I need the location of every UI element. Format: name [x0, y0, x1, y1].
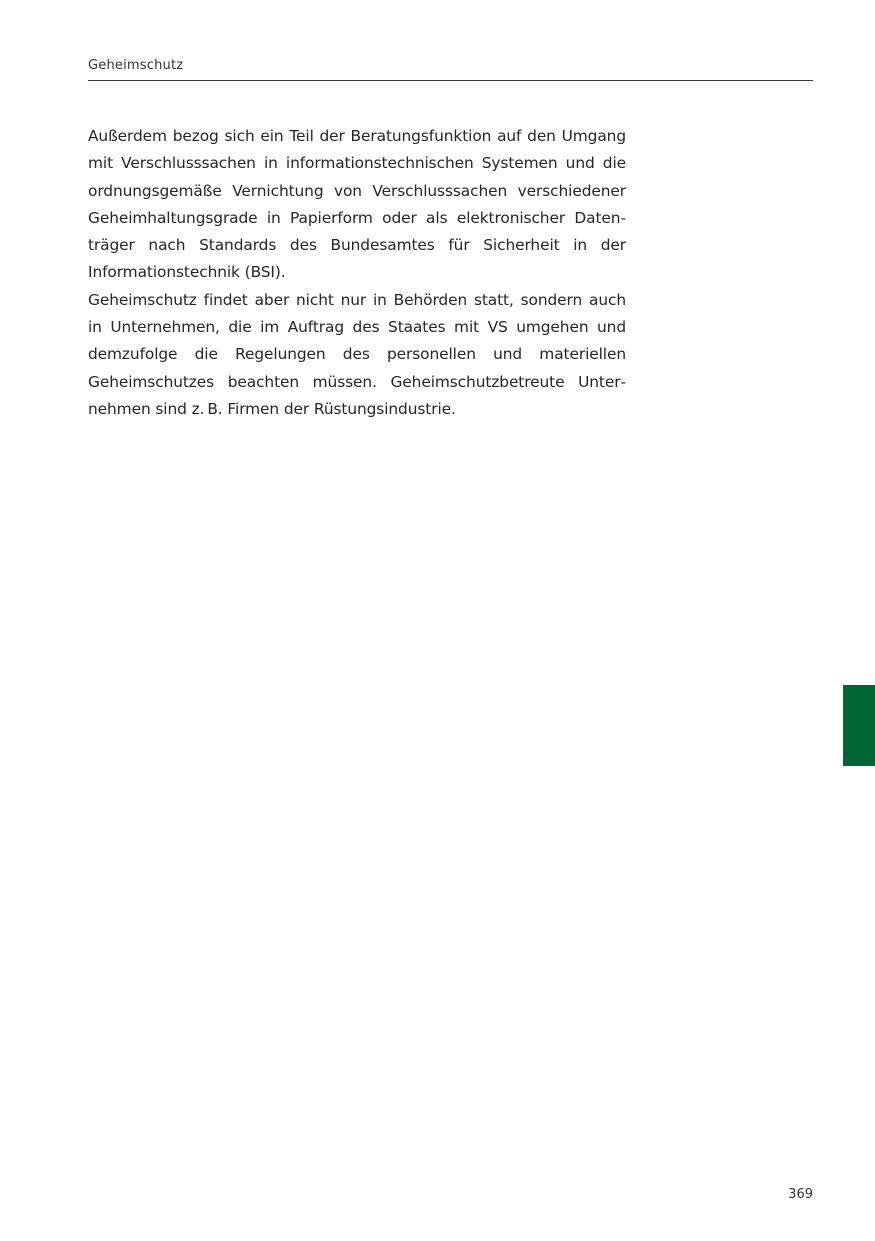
running-header-title: Geheimschutz: [88, 58, 184, 73]
body-paragraph: Außerdem bezog sich ein Teil der Beratungsfunktion auf den Umgang mit Verschlusssachen in informationstechnischen Systemen und die ordnungsgemäße Vernichtung von Verschlusssachen verschiedener Geheimhaltungsgrade in Papierform oder als elektronischer Datenträger nach Standards des Bundesamtes für Sicherheit in der Informationstechnik (BSI).: [88, 127, 626, 282]
body-text: [88, 123, 626, 423]
body-paragraph: Geheimschutz findet aber nicht nur in Behörden statt, sondern auch in Unternehmen, die im Auftrag des Staates mit VS umgehen und demzufolge die Regelungen des personellen und materiellen Geheimschutzes beachten müssen. Geheimschutzbetreute Unternehmen sind z. B. Firmen der Rüstungsindustrie.: [88, 290, 626, 418]
page-number: 369: [788, 1187, 813, 1202]
chapter-tab-marker: [843, 685, 875, 766]
running-header: [88, 56, 813, 81]
